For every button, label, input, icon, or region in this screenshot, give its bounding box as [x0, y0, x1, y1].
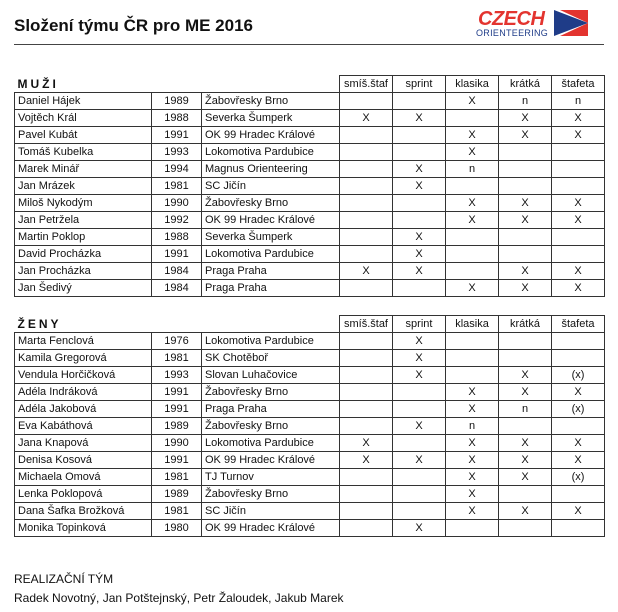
club-name: OK 99 Hradec Králové — [202, 452, 340, 469]
club-name: SC Jičín — [202, 178, 340, 195]
selection-mark: X — [340, 110, 393, 127]
birth-year: 1981 — [152, 350, 202, 367]
selection-mark: X — [393, 350, 446, 367]
selection-mark: (x) — [552, 469, 605, 486]
selection-mark — [393, 280, 446, 297]
selection-mark — [340, 161, 393, 178]
selection-mark: X — [393, 110, 446, 127]
selection-mark: X — [552, 384, 605, 401]
selection-mark: X — [393, 178, 446, 195]
selection-mark — [499, 161, 552, 178]
athlete-name: David Procházka — [15, 246, 152, 263]
athlete-row — [15, 469, 605, 486]
selection-mark — [446, 178, 499, 195]
athlete-row — [15, 127, 605, 144]
selection-mark — [393, 127, 446, 144]
selection-mark: X — [393, 333, 446, 350]
category-header: štafeta — [552, 316, 605, 333]
selection-mark — [499, 520, 552, 537]
selection-mark: X — [446, 93, 499, 110]
athlete-row — [15, 178, 605, 195]
athlete-row — [15, 212, 605, 229]
club-name: Žabovřesky Brno — [202, 418, 340, 435]
selection-mark — [552, 418, 605, 435]
club-name: Lokomotiva Pardubice — [202, 144, 340, 161]
selection-mark: n — [446, 418, 499, 435]
selection-mark: X — [446, 280, 499, 297]
athlete-name: Adéla Jakobová — [15, 401, 152, 418]
selection-mark — [340, 350, 393, 367]
selection-mark — [340, 520, 393, 537]
athlete-name: Eva Kabáthová — [15, 418, 152, 435]
selection-mark — [340, 246, 393, 263]
selection-mark: X — [393, 246, 446, 263]
selection-mark — [340, 280, 393, 297]
selection-mark — [552, 144, 605, 161]
selection-mark — [499, 486, 552, 503]
athlete-row — [15, 263, 605, 280]
athlete-name: Kamila Gregorová — [15, 350, 152, 367]
athlete-name: Adéla Indráková — [15, 384, 152, 401]
athlete-row — [15, 93, 605, 110]
selection-mark: X — [446, 144, 499, 161]
selection-mark — [552, 161, 605, 178]
selection-mark: X — [446, 486, 499, 503]
birth-year: 1990 — [152, 195, 202, 212]
category-header: smíš.štaf — [340, 76, 393, 93]
selection-mark: n — [499, 401, 552, 418]
selection-mark: X — [552, 435, 605, 452]
selection-mark — [340, 333, 393, 350]
athlete-name: Monika Topinková — [15, 520, 152, 537]
birth-year: 1989 — [152, 418, 202, 435]
club-name: TJ Turnov — [202, 469, 340, 486]
club-name: Praga Praha — [202, 401, 340, 418]
birth-year: 1976 — [152, 333, 202, 350]
selection-mark — [340, 195, 393, 212]
athlete-name: Vojtěch Král — [15, 110, 152, 127]
selection-mark — [393, 503, 446, 520]
men-section-label: MUŽI — [15, 76, 340, 93]
athlete-row — [15, 435, 605, 452]
birth-year: 1988 — [152, 110, 202, 127]
selection-mark: X — [499, 435, 552, 452]
selection-mark — [393, 384, 446, 401]
selection-mark — [393, 469, 446, 486]
athlete-row — [15, 520, 605, 537]
athlete-row — [15, 195, 605, 212]
selection-mark — [393, 195, 446, 212]
selection-mark: X — [393, 452, 446, 469]
club-name: Severka Šumperk — [202, 229, 340, 246]
club-name: Lokomotiva Pardubice — [202, 246, 340, 263]
selection-mark: X — [446, 452, 499, 469]
selection-mark — [446, 350, 499, 367]
selection-mark: X — [393, 367, 446, 384]
club-name: Lokomotiva Pardubice — [202, 435, 340, 452]
selection-mark: X — [552, 503, 605, 520]
selection-mark: X — [446, 195, 499, 212]
women-header-row — [15, 316, 605, 333]
selection-mark: X — [499, 384, 552, 401]
selection-mark — [446, 110, 499, 127]
support-team-members: Radek Novotný, Jan Potštejnský, Petr Žaloudek, Jakub Marek — [14, 591, 344, 605]
selection-mark — [446, 367, 499, 384]
club-name: Žabovřesky Brno — [202, 93, 340, 110]
birth-year: 1991 — [152, 246, 202, 263]
selection-mark — [393, 435, 446, 452]
athlete-name: Jan Procházka — [15, 263, 152, 280]
athlete-name: Lenka Poklopová — [15, 486, 152, 503]
athlete-name: Marek Minář — [15, 161, 152, 178]
selection-mark — [499, 333, 552, 350]
athlete-row — [15, 367, 605, 384]
women-section-label: ŽENY — [15, 316, 340, 333]
selection-mark: (x) — [552, 401, 605, 418]
selection-mark — [393, 486, 446, 503]
athlete-row — [15, 229, 605, 246]
athlete-row — [15, 144, 605, 161]
selection-mark: X — [552, 127, 605, 144]
selection-mark: n — [499, 93, 552, 110]
selection-mark — [340, 229, 393, 246]
selection-mark: X — [446, 384, 499, 401]
birth-year: 1989 — [152, 486, 202, 503]
support-team-label: REALIZAČNÍ TÝM — [14, 572, 114, 586]
selection-mark — [552, 246, 605, 263]
club-name: Žabovřesky Brno — [202, 195, 340, 212]
athlete-row — [15, 503, 605, 520]
athlete-name: Denisa Kosová — [15, 452, 152, 469]
selection-mark — [340, 469, 393, 486]
selection-mark — [446, 263, 499, 280]
selection-mark — [499, 144, 552, 161]
selection-mark — [499, 418, 552, 435]
selection-mark — [393, 401, 446, 418]
club-name: OK 99 Hradec Králové — [202, 212, 340, 229]
selection-mark — [340, 178, 393, 195]
selection-mark: X — [499, 503, 552, 520]
selection-mark: X — [340, 263, 393, 280]
athlete-name: Martin Poklop — [15, 229, 152, 246]
category-header: krátká — [499, 76, 552, 93]
selection-mark — [446, 229, 499, 246]
selection-mark — [340, 486, 393, 503]
athlete-row — [15, 333, 605, 350]
athlete-row — [15, 110, 605, 127]
birth-year: 1980 — [152, 520, 202, 537]
selection-mark: X — [446, 435, 499, 452]
selection-mark — [340, 503, 393, 520]
athlete-row — [15, 452, 605, 469]
club-name: Praga Praha — [202, 280, 340, 297]
selection-mark: X — [499, 127, 552, 144]
selection-mark: X — [499, 280, 552, 297]
selection-mark — [552, 229, 605, 246]
birth-year: 1984 — [152, 280, 202, 297]
selection-mark: X — [499, 195, 552, 212]
czech-flag-icon — [554, 10, 588, 36]
club-name: Magnus Orienteering — [202, 161, 340, 178]
selection-mark: X — [499, 469, 552, 486]
club-name: Žabovřesky Brno — [202, 384, 340, 401]
selection-mark — [340, 93, 393, 110]
selection-mark — [446, 520, 499, 537]
selection-mark: X — [552, 195, 605, 212]
selection-mark — [340, 401, 393, 418]
athlete-row — [15, 246, 605, 263]
birth-year: 1988 — [152, 229, 202, 246]
selection-mark — [393, 212, 446, 229]
selection-mark — [499, 350, 552, 367]
selection-mark: X — [499, 212, 552, 229]
athlete-row — [15, 486, 605, 503]
men-table — [14, 75, 605, 297]
athlete-row — [15, 350, 605, 367]
selection-mark: X — [552, 452, 605, 469]
club-name: OK 99 Hradec Králové — [202, 127, 340, 144]
selection-mark: X — [552, 110, 605, 127]
selection-mark — [499, 246, 552, 263]
selection-mark — [340, 418, 393, 435]
athlete-name: Jan Mrázek — [15, 178, 152, 195]
selection-mark: X — [499, 367, 552, 384]
selection-mark — [552, 178, 605, 195]
athlete-row — [15, 401, 605, 418]
club-name: Praga Praha — [202, 263, 340, 280]
category-header: klasika — [446, 76, 499, 93]
birth-year: 1991 — [152, 401, 202, 418]
birth-year: 1993 — [152, 367, 202, 384]
birth-year: 1989 — [152, 93, 202, 110]
selection-mark: X — [393, 229, 446, 246]
club-name: Lokomotiva Pardubice — [202, 333, 340, 350]
birth-year: 1991 — [152, 384, 202, 401]
czech-orienteering-logo — [476, 8, 590, 40]
selection-mark — [340, 144, 393, 161]
selection-mark: X — [393, 520, 446, 537]
category-header: klasika — [446, 316, 499, 333]
athlete-name: Miloš Nykodým — [15, 195, 152, 212]
selection-mark: (x) — [552, 367, 605, 384]
selection-mark — [552, 333, 605, 350]
category-header: štafeta — [552, 76, 605, 93]
birth-year: 1990 — [152, 435, 202, 452]
selection-mark — [446, 333, 499, 350]
athlete-name: Marta Fenclová — [15, 333, 152, 350]
athlete-name: Jan Šedivý — [15, 280, 152, 297]
birth-year: 1981 — [152, 503, 202, 520]
selection-mark: X — [446, 127, 499, 144]
selection-mark: X — [499, 452, 552, 469]
selection-mark: X — [552, 280, 605, 297]
athlete-name: Michaela Omová — [15, 469, 152, 486]
selection-mark — [552, 350, 605, 367]
selection-mark: X — [340, 435, 393, 452]
selection-mark: X — [393, 161, 446, 178]
birth-year: 1981 — [152, 178, 202, 195]
birth-year: 1993 — [152, 144, 202, 161]
athlete-name: Pavel Kubát — [15, 127, 152, 144]
selection-mark: X — [340, 452, 393, 469]
title-divider — [14, 44, 604, 45]
club-name: SC Jičín — [202, 503, 340, 520]
club-name: Žabovřesky Brno — [202, 486, 340, 503]
athlete-row — [15, 280, 605, 297]
selection-mark — [552, 520, 605, 537]
selection-mark: X — [446, 212, 499, 229]
selection-mark — [340, 127, 393, 144]
athlete-row — [15, 418, 605, 435]
club-name: Severka Šumperk — [202, 110, 340, 127]
selection-mark — [393, 93, 446, 110]
athlete-name: Tomáš Kubelka — [15, 144, 152, 161]
category-header: smíš.štaf — [340, 316, 393, 333]
selection-mark — [393, 144, 446, 161]
athlete-name: Jana Knapová — [15, 435, 152, 452]
men-header-row — [15, 76, 605, 93]
selection-mark: n — [446, 161, 499, 178]
selection-mark: X — [552, 212, 605, 229]
selection-mark: n — [552, 93, 605, 110]
selection-mark: X — [552, 263, 605, 280]
selection-mark: X — [499, 110, 552, 127]
birth-year: 1991 — [152, 452, 202, 469]
selection-mark — [499, 178, 552, 195]
club-name: SK Chotěboř — [202, 350, 340, 367]
birth-year: 1981 — [152, 469, 202, 486]
selection-mark: X — [393, 418, 446, 435]
selection-mark: X — [446, 503, 499, 520]
athlete-name: Daniel Hájek — [15, 93, 152, 110]
birth-year: 1992 — [152, 212, 202, 229]
category-header: sprint — [393, 76, 446, 93]
athlete-row — [15, 384, 605, 401]
athlete-name: Vendula Horčičková — [15, 367, 152, 384]
selection-mark — [446, 246, 499, 263]
club-name: Slovan Luhačovice — [202, 367, 340, 384]
birth-year: 1991 — [152, 127, 202, 144]
selection-mark — [340, 212, 393, 229]
selection-mark: X — [499, 263, 552, 280]
logo-czech-text: CZECH — [478, 8, 545, 30]
women-table — [14, 315, 605, 537]
selection-mark — [499, 229, 552, 246]
selection-mark: X — [393, 263, 446, 280]
club-name: OK 99 Hradec Králové — [202, 520, 340, 537]
category-header: krátká — [499, 316, 552, 333]
selection-mark: X — [446, 469, 499, 486]
birth-year: 1994 — [152, 161, 202, 178]
logo-orienteering-text: ORIENTEERING — [476, 28, 549, 38]
selection-mark — [552, 486, 605, 503]
athlete-name: Jan Petržela — [15, 212, 152, 229]
selection-mark — [340, 384, 393, 401]
selection-mark — [340, 367, 393, 384]
category-header: sprint — [393, 316, 446, 333]
birth-year: 1984 — [152, 263, 202, 280]
athlete-name: Dana Šafka Brožková — [15, 503, 152, 520]
athlete-row — [15, 161, 605, 178]
selection-mark: X — [446, 401, 499, 418]
page-title: Složení týmu ČR pro ME 2016 — [14, 16, 253, 35]
